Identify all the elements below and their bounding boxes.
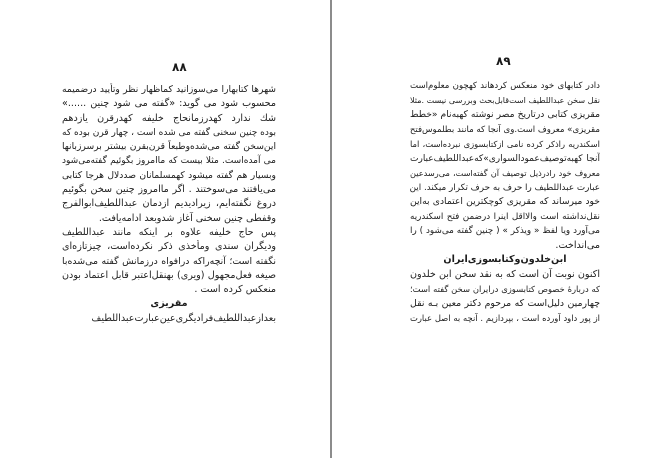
text-line: دادر کتابهای خود منعکس کردهاند کهچون معلوم‌است [410, 81, 600, 91]
text-line: عبارت عبداللطیف را حرف به حرف تکرار میکند. این [410, 182, 600, 193]
text-line: می‌انداخت. [555, 239, 600, 251]
left-page-text [62, 83, 276, 326]
text-line: معروف خود رادرذیل توصیف آن گفته‌است، می‌رسدعین [410, 168, 600, 178]
text-line: آنجا کهبه‌توصیف‌عمودالسواری»که‌عبداللطیف‌عبارت [410, 153, 600, 164]
text-line: چهارمین دلیل‌است که مرحوم دکتر معین بـه نقل [410, 297, 600, 309]
text-line: که دربارهٔ خصوص کتابسوزی درایران سخن گفته است؛ [410, 284, 600, 294]
text-line: خود میرساند که مقریزی کوچکترین اعتمادی به‌این [410, 196, 600, 207]
text-line: وبسیار هم گفته میشود کهمسلمانان صددلال هرجا کتابی [62, 169, 276, 181]
text-line: نقل‌نداشته است والا‌اقل اینرا درضمن فتح اسکندریه [410, 211, 600, 222]
left-page [0, 0, 330, 458]
section-heading: ابن‌خلدون‌و‌کتابسوزی‌ایران [443, 254, 567, 265]
text-line: ودیگران سندی ومأخذی ذکر نکرده‌است، چیزتازه‌ای [62, 241, 276, 253]
text-line: وقفطی چنین سخنی آغاز شدوبعد ادامه‌یافت. [98, 212, 276, 224]
text-line: مقریزی» معروف است.وی آنجا که مانند بطلموس‌فتح [410, 124, 600, 135]
text-line: می‌یافتند می‌سوختند . اگر ماامروز چنین سخن بگوئیم [62, 184, 276, 196]
text-line: شهرها کتابهارا می‌سوزانید کماظهار نظر وتأیید درضمیمه [62, 84, 276, 95]
text-line: محسوب شود می گوید: «گفته می شود چنین ......» [62, 98, 276, 110]
text-line: صیغه فعل‌مجهول (ویری) بهنقل‌اعتبر قابل اعتماد بودن [62, 269, 276, 281]
text-line: این‌سخن گفته می‌شده‌وطبعاً قرن‌بقرن بیشتر برسرزبانها [62, 141, 276, 153]
text-line: نگفته است؛ آنچه‌راکه درافواه درزمانش گفته می‌شده‌با [62, 255, 276, 267]
text-line: بوده چنین سخنی گفته می شده است ، چهار قرن بوده که [62, 127, 276, 138]
text-line: می‌آورد ویا لفظ « ویذکر » ( چنین گفته می‌شود ) را [410, 226, 600, 236]
text-line: از پور داود آورده است ، بپردازیم . آنچه به اصل عبارت [410, 313, 600, 323]
text-line: شك ندارد کهدرزمانحاج خلیفه کهدرقرن یازدهم [62, 112, 276, 124]
text-line: نقل سخن عبداللطیف است‌قابل‌بحث وبررسی نیست .مثلا [410, 95, 600, 105]
text-line: بعدازعبداللطیف‌فرادیگری‌عین‌عبارت‌عبداللطیف [91, 312, 276, 324]
text-line: منعکس کرده است . [194, 284, 276, 296]
text-line: اسکندریه راذکر کرده نامی ازکتابسوزی نبرده‌است، اما [410, 139, 600, 149]
left-page-number: ۸۸ [172, 60, 187, 74]
text-line: می آمده‌است. مثلا بیست که ماامروز بگوئیم گفته‌می‌شود [62, 156, 276, 167]
section-heading: مقریزی [150, 298, 188, 310]
text-line: پس حاج خلیفه علاوه بر اینکه مانند عبداللطیف [62, 226, 276, 238]
text-line: دروغ نگفته‌ایم، زیرادیدیم ازدمان عبداللطیف‌ابوالفرج [62, 198, 276, 210]
right-page-number: ۸۹ [496, 54, 511, 68]
right-page-text [410, 79, 600, 326]
text-line: اکنون نوبت آن است که به نقد سخن ابن خلدون [410, 268, 600, 280]
right-page [332, 0, 667, 458]
text-line: مقریزی کتابی درتاریخ مصر نوشته کهبه‌نام «خطط [410, 109, 600, 120]
